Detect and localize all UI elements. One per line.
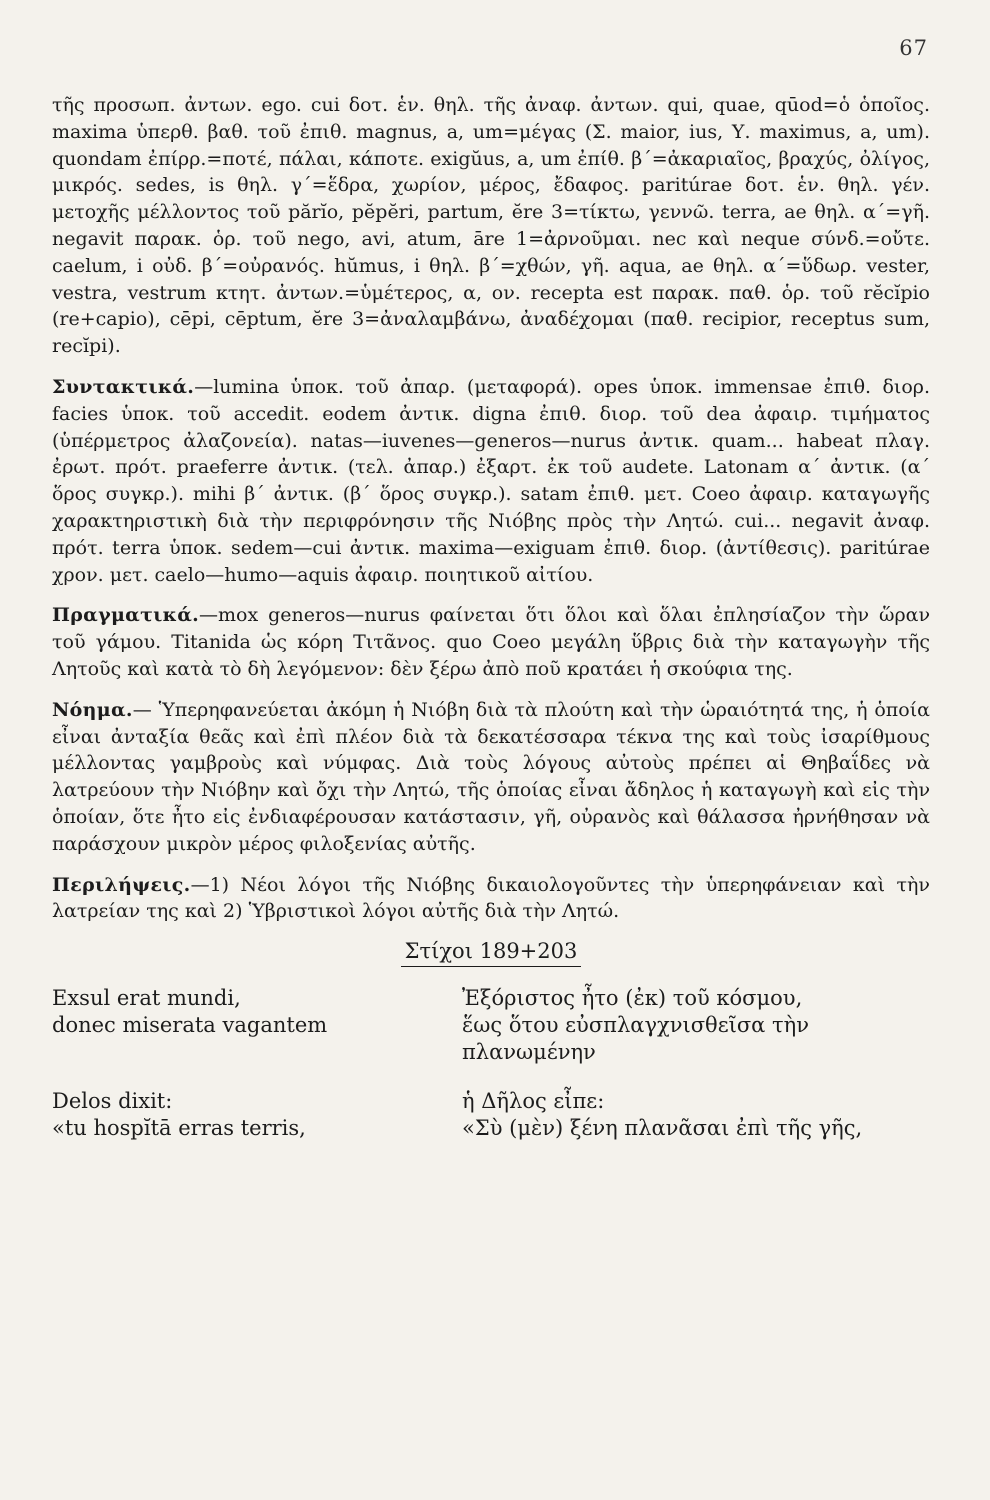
- facts-heading: Πραγματικά.: [52, 604, 200, 627]
- greek-verse: ἡ Δῆλος εἶπε:: [462, 1089, 605, 1114]
- verse-row: [52, 1012, 930, 1066]
- summary-heading: Περιλήψεις.: [52, 873, 191, 896]
- verses-title-text: Στίχοι 189+203: [401, 939, 582, 967]
- summary-paragraph: [52, 872, 930, 926]
- latin-verse: «tu hospĭtā erras terris,: [52, 1116, 306, 1141]
- syntax-heading: Συντακτικά.: [52, 375, 195, 398]
- verses-title: [52, 939, 930, 967]
- greek-verse: Ἐξόριστος ἦτο (ἐκ) τοῦ κόσμου,: [462, 986, 803, 1011]
- meaning-paragraph: [52, 697, 930, 858]
- syntax-paragraph: [52, 374, 930, 588]
- verse-spacer-cell: [52, 1066, 462, 1088]
- spacer: [52, 683, 930, 697]
- meaning-text: — Ὑπερηφανεύεται ἀκόμη ἡ Νιόβη διὰ τὰ πλούτη καὶ τὴν ὡραιότητά της, ἡ ὁποία εἶναι ἀνταξία θεᾶς καὶ ἐπὶ πλέον διὰ τὰ δεκατέσσαρα τέκνα της καὶ τοὺς ἰσαρίθμους μέλλοντας γαμβροὺς καὶ νύμφας. Διὰ τοὺς λόγους αὐτοὺς πρέπει αἱ Θηβαΐδες νὰ λατρεύουν τὴν Νιόβην καὶ ὄχι τὴν Λητώ, τῆς ὁποίας εἶναι ἄδηλος ἡ καταγωγὴ καὶ εἰς τὴν ὁποίαν, ὅτε ἦτο εἰς ἐνδιαφέρουσαν κατάστασιν, γῆ, οὐρανὸς καὶ θάλασσα ἠρνήθησαν νὰ παράσχουν μικρὸν μέρος φιλοξενίας αὐτῆς.: [52, 698, 930, 855]
- facts-paragraph: [52, 602, 930, 682]
- page-number: 67: [899, 36, 928, 60]
- greek-verse: ἕως ὅτου εὐσπλαγχνισθεῖσα τὴν πλανωμένην: [462, 1013, 809, 1065]
- greek-verse: «Σὺ (μὲν) ξένη πλανᾶσαι ἐπὶ τῆς γῆς,: [462, 1116, 863, 1141]
- meaning-heading: Νόημα.: [52, 698, 133, 721]
- verse-row: [52, 1115, 930, 1142]
- spacer: [52, 360, 930, 374]
- spacer: [52, 588, 930, 602]
- verse-spacer: [52, 1066, 930, 1088]
- verse-row: [52, 985, 930, 1012]
- verse-row: [52, 1088, 930, 1115]
- verses-table: [52, 985, 930, 1142]
- page-body: [52, 92, 930, 1142]
- syntax-text: —lumina ὑποκ. τοῦ ἀπαρ. (μεταφορά). opes ὑποκ. immensae ἐπιθ. διορ. facies ὑποκ. τοῦ accedit. eodem ἀντικ. digna ἐπιθ. διορ. τοῦ dea ἀφαιρ. τιμήματος (ὑπέρμετρος ἀλαζονεία). natas—iuvenes—generos—nurus ἀντικ. quam... habeat πλαγ. ἐρωτ. πρότ. praeferre ἀντικ. (τελ. ἀπαρ.) ἐξαρτ. ἐκ τοῦ audete. Latonam α΄ ἀντικ. (α΄ ὅρος συγκρ.). mihi β΄ ἀντικ. (β΄ ὅρος συγκρ.). satam ἐπιθ. μετ. Coeo ἀφαιρ. καταγωγῆς χαρακτηριστικὴ διὰ τὴν περιφρόνησιν τῆς Νιόβης πρὸς τὴν Λητώ. cui... negavit ἀναφ. πρότ. terra ὑποκ. sedem—cui ἀντικ. maxima—exiguam ἐπιθ. διορ. (ἀντίθεσις). paritúrae χρον. μετ. caelo—humo—aquis ἀφαιρ. ποιητικοῦ αἰτίου.: [52, 375, 930, 586]
- summary-text: —1) Νέοι λόγοι τῆς Νιόβης δικαιολογοῦντες τὴν ὑπερηφάνειαν καὶ τὴν λατρείαν της καὶ 2) Ὑβριστικοὶ λόγοι αὐτῆς διὰ τὴν Λητώ.: [52, 873, 930, 923]
- latin-verse: Exsul erat mundi,: [52, 986, 241, 1011]
- spacer: [52, 858, 930, 872]
- latin-verse: donec miserata vagantem: [52, 1013, 328, 1038]
- facts-text: —mox generos—nurus φαίνεται ὅτι ὅλοι καὶ ὅλαι ἐπλησίαζον τὴν ὥραν τοῦ γάμου. Titanida ὡς κόρη Τιτᾶνος. quo Coeo μεγάλη ὕβρις διὰ τὴν καταγωγὴν τῆς Λητοῦς καὶ κατὰ τὸ δὴ λεγόμενον: δὲν ξέρω ἀπὸ ποῦ κρατάει ἡ σκούφια της.: [52, 604, 930, 680]
- verse-spacer-cell: [462, 1066, 930, 1088]
- latin-verse: Delos dixit:: [52, 1089, 173, 1114]
- vocabulary-paragraph: τῆς προσωπ. ἀντων. ego. cui δοτ. ἑν. θηλ. τῆς ἀναφ. ἀντων. qui, quae, qūod=ὁ ὁποῖος. maxima ὑπερθ. βαθ. τοῦ ἐπιθ. magnus, a, um=μέγας (Σ. maior, ius, Υ. maximus, a, um). quondam ἐπίρρ.=ποτέ, πάλαι, κάποτε. exigŭus, a, um ἐπίθ. β΄=ἀκαριαῖος, βραχύς, ὀλίγος, μικρός. sedes, is θηλ. γ΄=ἕδρα, χωρίον, μέρος, ἔδαφος. paritúrae δοτ. ἑν. θηλ. γέν. μετοχῆς μέλλοντος τοῦ părĭo, pĕpĕri, partum, ĕre 3=τίκτω, γεννῶ. terra, ae θηλ. α΄=γῆ. negavit παρακ. ὁρ. τοῦ nego, avi, atum, āre 1=ἀρνοῦμαι. nec καὶ neque σύνδ.=οὔτε. caelum, i οὐδ. β΄=οὐρανός. hŭmus, i θηλ. β΄=χθών, γῆ. aqua, ae θηλ. α΄=ὕδωρ. vester, vestra, vestrum κτητ. ἀντων.=ὑμέτερος, α, ον. recepta est παρακ. παθ. ὁρ. τοῦ rĕcĭpio (re+capio), cēpi, cēptum, ĕre 3=ἀναλαμβάνω, ἀναδέχομαι (παθ. recipior, receptus sum, recĭpi).: [52, 94, 930, 358]
